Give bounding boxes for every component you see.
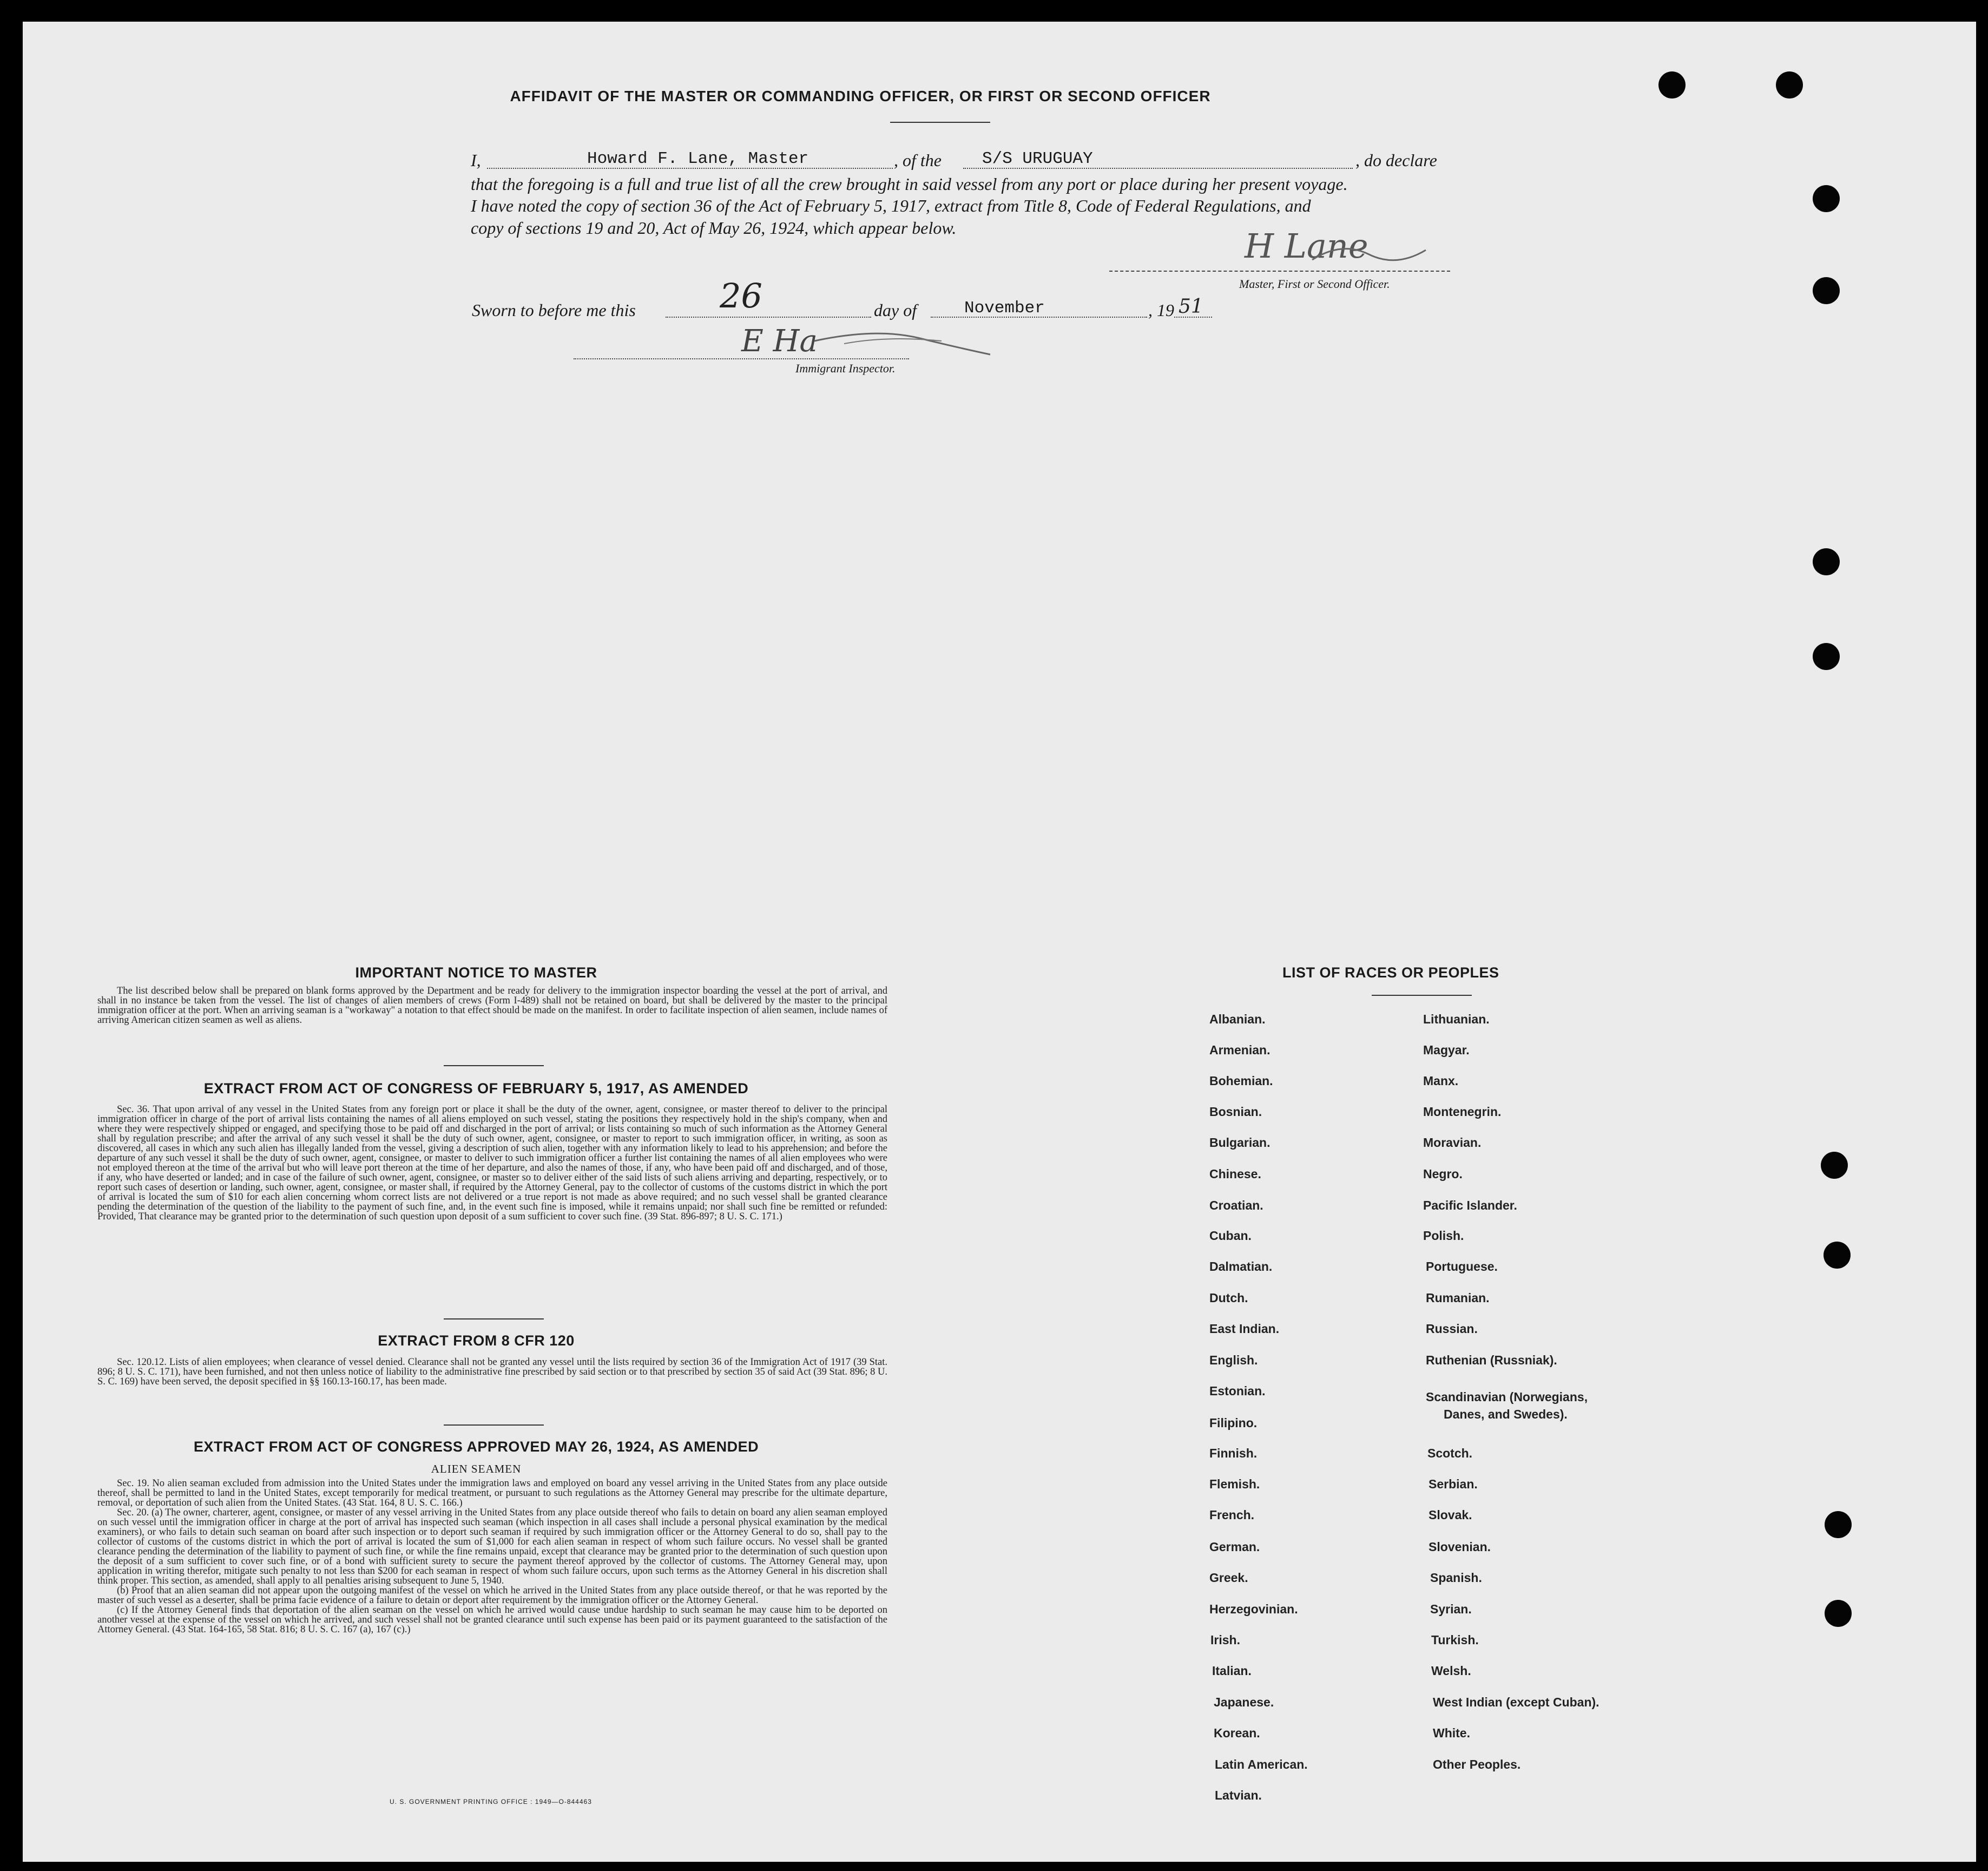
year-value: 51: [1179, 296, 1203, 318]
alien-seamen-subtitle: ALIEN SEAMEN: [431, 1462, 522, 1475]
race-item: White.: [1433, 1726, 1470, 1740]
notice-title: IMPORTANT NOTICE TO MASTER: [355, 964, 597, 981]
race-item: Slovenian.: [1429, 1540, 1491, 1554]
section-20b-paragraph: (b) Proof that an alien seaman did not appear upon the outgoing manifest of the vessel on which he arrived in the United States from any place outside thereof, or that he was reported by the master of such vessel as a deserter, shall be prima facie evidence of a failure to detain or deport after requirement by the immigration officer or the Attorney General.: [97, 1585, 887, 1606]
race-item: Scandinavian (Norwegians,: [1426, 1390, 1588, 1404]
extract-cfr-title: EXTRACT FROM 8 CFR 120: [378, 1332, 575, 1349]
punch-hole: [1821, 1152, 1848, 1179]
race-item: East Indian.: [1209, 1322, 1280, 1336]
race-item: Rumanian.: [1426, 1291, 1490, 1305]
race-item: Dalmatian.: [1209, 1259, 1273, 1273]
master-caption: Master, First or Second Officer.: [1239, 277, 1390, 291]
race-item: Magyar.: [1423, 1043, 1470, 1057]
race-item: Syrian.: [1430, 1602, 1472, 1616]
race-item: Flemish.: [1209, 1477, 1260, 1491]
section-divider: [444, 1318, 544, 1319]
race-item: Negro.: [1423, 1167, 1463, 1181]
race-item: Albanian.: [1209, 1012, 1266, 1026]
races-divider: [1372, 995, 1472, 996]
affidavit-i-label: I,: [471, 150, 481, 170]
race-item: Danes, and Swedes).: [1444, 1407, 1568, 1421]
day-of-label: day of: [874, 300, 917, 320]
race-item: French.: [1209, 1508, 1255, 1522]
extract-1924-title: EXTRACT FROM ACT OF CONGRESS APPROVED MAY 26, 1924, AS AMENDED: [193, 1439, 759, 1455]
race-item: Greek.: [1209, 1571, 1248, 1585]
inspector-caption: Immigrant Inspector.: [795, 362, 896, 375]
punch-hole: [1776, 71, 1803, 99]
section-36-paragraph: Sec. 36. That upon arrival of any vessel in the United States from any foreign port or place it shall be the duty of the owner, agent, consignee, or master thereof to deliver to the principal immigration officer in charge of the port of arrival lists containing the names of all aliens employed on such vessel, stating the positions they respectively hold in the ship's company, when and where they were respectively shipped or engaged, and specifying those to be paid off and discharged in the port of arrival; or lists containing so much of such information as the Attorney General shall by regulation prescribe; and after the arrival of any such vessel it shall be the duty of such owner, agent, consignee, or master to report to such immigration officer, in writing, as soon as discovered, all cases in which any such alien has illegally landed from the vessel, giving a description of such alien, together with any information likely to lead to his apprehension; and before the departure of any such vessel it shall be the duty of such owner, agent, consignee, or master to deliver to such immigration officer a further list containing the names of all alien employees who were not employed thereon at the time of the arrival but who will leave port thereon at the time of her departure, and also the names of those, if any, who have been paid off and discharged, and of those, if any, who have deserted or landed; and in case of the failure of such owner, agent, consignee, or master so to deliver either of the said lists of such aliens arriving and departing, respectively, or to report such cases of desertion or landing, such owner, agent, consignee, or master shall, if required by the Attorney General, pay to the collector of customs of the customs district in which the port of arrival is located the sum of $10 for each alien concerning whom correct lists are not delivered or a true report is not made as above required; and no such vessel shall be granted clearance pending the determination of the question of the liability to the payment of such fine, and, in the event such fine is imposed, while it remains unpaid; nor shall such fine be remitted or refunded: Provided, That clearance may be granted prior to the determination of such question upon deposit of a sum sufficient to cover such fine. (39 Stat. 896-897; 8 U. S. C. 171.): [97, 1104, 887, 1222]
affidavit-title: AFFIDAVIT OF THE MASTER OR COMMANDING OFFICER, OR FIRST OR SECOND OFFICER: [510, 88, 1211, 104]
extract-1924-text: [97, 1479, 887, 1634]
race-item: Japanese.: [1214, 1695, 1274, 1709]
extract-1917-title: EXTRACT FROM ACT OF CONGRESS OF FEBRUARY 5, 1917, AS AMENDED: [203, 1080, 749, 1097]
do-declare-label: , do declare: [1355, 150, 1437, 170]
race-item: Turkish.: [1431, 1633, 1479, 1647]
master-name: Howard F. Lane, Master: [587, 149, 809, 168]
race-item: Serbian.: [1429, 1477, 1478, 1491]
race-item: Pacific Islander.: [1423, 1198, 1517, 1212]
race-item: Latvian.: [1215, 1788, 1262, 1802]
section-divider: [444, 1424, 544, 1426]
race-item: Cuban.: [1209, 1229, 1252, 1243]
race-item: Other Peoples.: [1433, 1757, 1521, 1771]
race-item: Lithuanian.: [1423, 1012, 1490, 1026]
race-item: German.: [1209, 1540, 1260, 1554]
notice-text: [97, 986, 887, 1025]
master-signature: H Lane: [1245, 226, 1368, 266]
punch-hole: [1825, 1511, 1852, 1538]
title-divider: [890, 122, 990, 123]
punch-hole: [1824, 1242, 1851, 1269]
punch-hole: [1813, 277, 1840, 304]
race-item: Italian.: [1212, 1664, 1252, 1678]
extract-cfr-text: [97, 1357, 887, 1387]
race-item: Montenegrin.: [1423, 1105, 1502, 1119]
affidavit-line-4: copy of sections 19 and 20, Act of May 26, 1924, which appear below.: [471, 218, 957, 238]
punch-hole: [1813, 548, 1840, 575]
master-signature-flourish: [1309, 238, 1429, 265]
section-20c-paragraph: (c) If the Attorney General finds that deportation of the alien seaman on the vessel on which he arrived would cause undue hardship to such seaman he may cause him to be deported on another vessel at the expense of the vessel on which he arrived, and such vessel shall not be granted clearance until such expense has been paid or its payment guaranteed to the satisfaction of the Attorney General. (43 Stat. 164-165, 58 Stat. 816; 8 U. S. C. 167 (a), 167 (c).): [97, 1605, 887, 1635]
race-item: English.: [1209, 1353, 1258, 1367]
printing-office-imprint: U. S. GOVERNMENT PRINTING OFFICE : 1949—O-844463: [390, 1798, 592, 1806]
inspector-signature: E Ha: [741, 324, 818, 359]
section-20a-paragraph: Sec. 20. (a) The owner, charterer, agent, consignee, or master of any vessel arriving in the United States from any place outside thereof who fails to detain on board any alien seaman employed on such vessel until the immigration officer in charge at the port of arrival has inspected such seaman (which inspection in all cases shall include a personal physical examination by the medical examiners), or who fails to detain such seaman on board after such inspection or to deport such seaman if required by such immigration officer or the Attorney General to do so, shall pay to the collector of customs of the customs district in which the port of arrival is located the sum of $1,000 for each alien seaman in respect of whom such failure occurs. No vessel shall be granted clearance pending the determination of the liability to payment of such fine, or while the fine remains unpaid, except that clearance may be granted prior to the determination of such question upon the deposit of a sum sufficient to cover such fine, or of a bond with sufficient surety to secure the payment thereof approved by the collector of customs. The Attorney General may, upon application in writing therefor, mitigate such penalty to not less than $200 for each seaman in respect of whom such failure occurs, upon such terms as the Attorney General in his discretion shall think proper. This section, as amended, shall apply to all penalties arising subsequent to June 5, 1940.: [97, 1507, 887, 1586]
race-item: Chinese.: [1209, 1167, 1261, 1181]
race-item: Slovak.: [1429, 1508, 1472, 1522]
race-item: Dutch.: [1209, 1291, 1248, 1305]
section-divider: [444, 1065, 544, 1066]
race-item: Herzegovinian.: [1209, 1602, 1298, 1616]
punch-hole: [1813, 185, 1840, 212]
punch-hole: [1825, 1600, 1852, 1627]
race-item: Welsh.: [1431, 1664, 1471, 1678]
vessel-name: S/S URUGUAY: [982, 149, 1093, 168]
race-item: Armenian.: [1209, 1043, 1271, 1057]
affidavit-line-2: that the foregoing is a full and true list of all the crew brought in said vessel from any port or place during her present voyage.: [471, 174, 1348, 194]
year-line: [1174, 317, 1212, 318]
of-the-label: , of the: [894, 150, 942, 170]
master-signature-line: [1109, 271, 1450, 272]
month-value: November: [964, 299, 1045, 318]
section-120-12-paragraph: Sec. 120.12. Lists of alien employees; when clearance of vessel denied. Clearance shall not be granted any vessel until the lists required by section 36 of the Immigration Act of 1917 (39 Stat. 896; 8 U. S. C. 171), have been furnished, and not then unless notice of liability to the administrative fine prescribed by said section or to that prescribed by section 35 of said Act (39 Stat. 896; 8 U. S. C. 169) have been served, the deposit specified in §§ 160.13-160.17, has been made.: [97, 1357, 887, 1387]
race-item: Bohemian.: [1209, 1074, 1273, 1088]
races-title: LIST OF RACES OR PEOPLES: [1282, 964, 1499, 981]
extract-1917-text: [97, 1105, 887, 1222]
race-item: Irish.: [1210, 1633, 1240, 1647]
race-item: Korean.: [1214, 1726, 1260, 1740]
punch-hole: [1813, 643, 1840, 670]
race-item: Bulgarian.: [1209, 1135, 1271, 1150]
race-item: Filipino.: [1209, 1416, 1258, 1430]
year-prefix: , 19: [1148, 300, 1174, 320]
notice-paragraph: The list described below shall be prepared on blank forms approved by the Department and be ready for delivery to the immigration inspector boarding the vessel at the port of arrival, and shall in no instance be taken from the vessel. The list of changes of alien members of crews (Form I-489) shall not be retained on board, but shall be delivered by the master to the principal immigration officer at the port. When an arriving seaman is a "workaway" a notation to that effect should be made on the manifest. In order to facilitate inspection of alien seamen, include names of arriving American citizen seamen as well as aliens.: [97, 986, 887, 1026]
section-19-paragraph: Sec. 19. No alien seaman excluded from admission into the United States under the immigration laws and employed on board any vessel arriving in the United States from any place outside thereof, shall be permitted to land in the United States, except temporarily for medical treatment, or pursuant to such regulations as the Attorney General may prescribe for the ultimate departure, removal, or deportation of such alien from the United States. (43 Stat. 164, 8 U. S. C. 166.): [97, 1478, 887, 1508]
sworn-label: Sworn to before me this: [472, 300, 636, 320]
race-item: Latin American.: [1215, 1757, 1308, 1771]
race-item: Croatian.: [1209, 1198, 1263, 1212]
race-item: Portuguese.: [1426, 1259, 1498, 1273]
race-item: Scotch.: [1427, 1446, 1473, 1460]
race-item: Manx.: [1423, 1074, 1459, 1088]
inspector-signature-flourish: [812, 325, 996, 357]
race-item: Bosnian.: [1209, 1105, 1262, 1119]
race-item: Moravian.: [1423, 1135, 1482, 1150]
day-line: [666, 317, 871, 318]
race-item: Finnish.: [1209, 1446, 1258, 1460]
race-item: Ruthenian (Russniak).: [1426, 1353, 1557, 1367]
race-item: Spanish.: [1430, 1571, 1482, 1585]
affidavit-line-3: I have noted the copy of section 36 of the Act of February 5, 1917, extract from Title 8, Code of Federal Regulations, and: [471, 196, 1311, 215]
race-item: West Indian (except Cuban).: [1433, 1695, 1599, 1709]
race-item: Russian.: [1426, 1322, 1478, 1336]
race-item: Polish.: [1423, 1229, 1464, 1243]
inspector-signature-line: [574, 358, 909, 359]
race-item: Estonian.: [1209, 1384, 1266, 1398]
day-value: 26: [720, 276, 762, 316]
